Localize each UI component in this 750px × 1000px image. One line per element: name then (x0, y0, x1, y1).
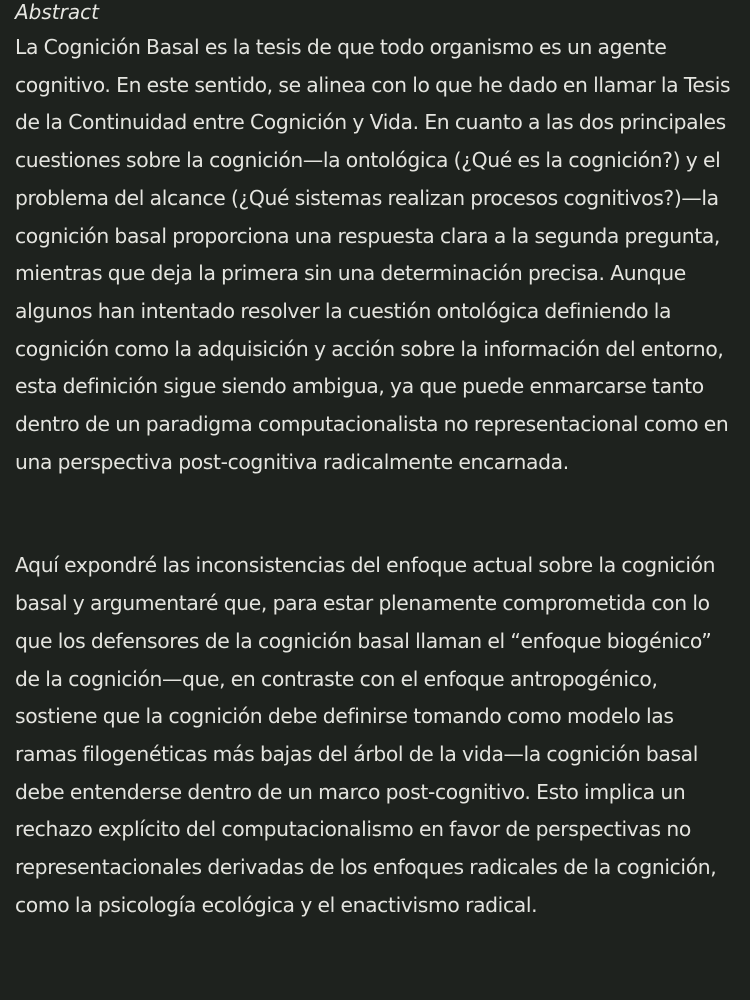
abstract-heading: Abstract (15, 0, 99, 24)
abstract-paragraph-2: Aquí expondré las inconsistencias del enfoque actual sobre la cognición basal y argumentaré que, para estar plenamente comprometida con lo que los defensores de la cognición basal llaman el “enfoque biogénico” de la cognición—que, en contraste con el enfoque antropogénico, sostiene que la cognición debe definirse tomando como modelo las ramas filogenéticas más bajas del árbol de la vida—la cognición basal debe entenderse dentro de un marco post-cognitivo. Esto implica un rechazo explícito del computacionalismo en favor de perspectivas no representacionales derivadas de los enfoques radicales de la cognición, como la psicología ecológica y el enactivismo radical. (15, 553, 717, 917)
abstract-paragraph-1: La Cognición Basal es la tesis de que todo organismo es un agente cognitivo. En este sentido, se alinea con lo que he dado en llamar la Tesis de la Continuidad entre Cognición y Vida. En cuanto a las dos principales cuestiones sobre la cognición—la ontológica (¿Qué es la cognición?) y el problema del alcance (¿Qué sistemas realizan procesos cognitivos?)—la cognición basal proporciona una respuesta clara a la segunda pregunta, mientras que deja la primera sin una determinación precisa. Aunque algunos han intentado resolver la cuestión ontológica definiendo la cognición como la adquisición y acción sobre la información del entorno, esta definición sigue siendo ambigua, ya que puede enmarcarse tanto dentro de un paradigma computacionalista no representacional como en una perspectiva post-cognitiva radicalmente encarnada. (15, 35, 731, 474)
